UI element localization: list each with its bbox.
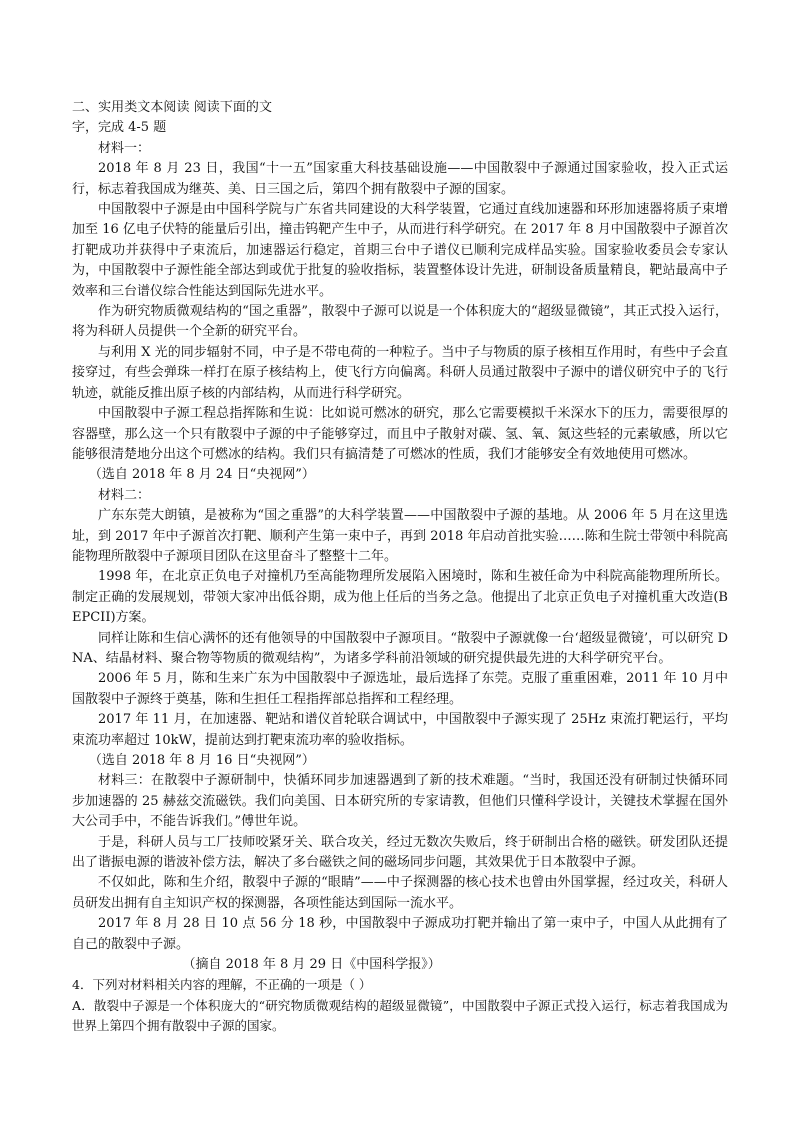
- material3-paragraph-4: 2017 年 8 月 28 日 10 点 56 分 18 秒，中国散裂中子源成功打靶并输出了第一束中子，中国人从此拥有了自己的散裂中子源。: [72, 916, 728, 952]
- question-4-stem: 4．下列对材料相关内容的理解，不正确的一项是（ ）: [72, 977, 372, 993]
- section-heading: 二、实用类文本阅读 阅读下面的文字，完成 4-5 题: [72, 100, 272, 136]
- material2-paragraph-4: 2006 年 5 月，陈和生来广东为中国散裂中子源选址，最后选择了东莞。克服了重重困难，2011 年 10 月中国散裂中子源终于奠基，陈和生担任工程指挥部总指挥和工程经理。: [72, 671, 728, 707]
- material2-paragraph-3: 同样让陈和生信心满怀的还有他领导的中国散裂中子源项目。“散裂中子源就像一台‘超级显微镜’，可以研究 DNA、结晶材料、聚合物等物质的微观结构”，为诸多学科前沿领域的研究提供最先进的大科学研究平台。: [72, 630, 728, 666]
- material3-paragraph-3: 不仅如此，陈和生介绍，散裂中子源的“眼睛”——中子探测器的核心技术也曾由外国掌握，经过攻关，科研人员研发出拥有自主知识产权的探测器，各项性能达到国际一流水平。: [72, 875, 728, 911]
- material1-paragraph-1: 2018 年 8 月 23 日，我国“十一五”国家重大科技基础设施——中国散裂中子源通过国家验收，投入正式运行，标志着我国成为继英、美、日三国之后，第四个拥有散裂中子源的国家。: [72, 161, 728, 197]
- material2-paragraph-5: 2017 年 11 月，在加速器、靶站和谱仪首轮联合调试中，中国散裂中子源实现了 25Hz 束流打靶运行，平均束流功率超过 10kW，提前达到打靶束流功率的验收指标。: [72, 712, 728, 748]
- material3-paragraph-2: 于是，科研人员与工厂技师咬紧牙关、联合攻关，经过无数次失败后，终于研制出合格的磁铁。研发团队还提出了谐振电源的谐波补偿方法，解决了多台磁铁之间的磁场同步问题，其效果优于日本散裂中子源。: [72, 834, 728, 871]
- material1-paragraph-5: 中国散裂中子源工程总指挥陈和生说：比如说可燃冰的研究，那么它需要模拟千米深水下的压力，需要很厚的容器壁，那么这一个只有散裂中子源的中子能够穿过，而且中子散射对碳、氢、氧、氮这些轻的元素敏感，所以它能够很清楚地分出这个可燃冰的结构。我们只有搞清楚了可燃冰的性质，我们才能够安全有效地使用可燃冰。: [72, 406, 728, 462]
- material1-label: 材料一：: [98, 140, 151, 156]
- document-page: [72, 98, 728, 1037]
- material3-source: （摘自 2018 年 8 月 29 日《中国科学报》）: [182, 957, 441, 973]
- material2-paragraph-2: 1998 年，在北京正负电子对撞机乃至高能物理所发展陷入困境时，陈和生被任命为中科院高能物理所所长。制定正确的发展规划，带领大家冲出低谷期，成为他上任后的当务之急。他提出了北京正负电子对撞机重大改造(BEPCII)方案。: [72, 569, 728, 626]
- material2-source: （选自 2018 年 8 月 16 日“央视网”）: [88, 753, 315, 768]
- material2-label: 材料二：: [98, 487, 151, 503]
- material3-paragraph-1: 材料三：在散裂中子源研制中，快循环同步加速器遇到了新的技术难题。“当时，我国还没有研制过快循环同步加速器的 25 赫兹交流磁铁。我们向美国、日本研究所的专家请教，但他们只懂科学设计，关键技术掌握在国外大公司手中，不能告诉我们。”傅世年说。: [72, 773, 728, 830]
- material2-paragraph-1: 广东东莞大朗镇，是被称为“国之重器”的大科学装置——中国散裂中子源的基地。从 2006 年 5 月在这里选址，到 2017 年中子源首次打靶、顺利产生第一束中子，再到 2018 年启动首批实验……陈和生院士带领中科院高能物理所散裂中子源项目团队在这里奋斗了整整十二年。: [72, 508, 728, 564]
- material1-paragraph-3: 作为研究物质微观结构的“国之重器”，散裂中子源可以说是一个体积庞大的“超级显微镜”，其正式投入运行，将为科研人员提供一个全新的研究平台。: [72, 304, 728, 340]
- question-4-option-a: A．散裂中子源是一个体积庞大的“研究物质微观结构的超级显微镜”，中国散裂中子源正式投入运行，标志着我国成为世界上第四个拥有散裂中子源的国家。: [72, 997, 728, 1034]
- material1-source: （选自 2018 年 8 月 24 日“央视网”）: [88, 467, 315, 483]
- material1-paragraph-4: 与利用 X 光的同步辐射不同，中子是不带电荷的一种粒子。当中子与物质的原子核相互作用时，有些中子会直接穿过，有些会弹珠一样打在原子核结构上，使飞行方向偏离。科研人员通过散裂中子源中的谱仪研究中子的飞行轨迹，就能反推出原子核的内部结构，从而进行科学研究。: [72, 344, 728, 401]
- material1-paragraph-2: 中国散裂中子源是由中国科学院与广东省共同建设的大科学装置，它通过直线加速器和环形加速器将质子束增加至 16 亿电子伏特的能量后引出，撞击钨靶产生中子，从而进行科学研究。在 2017 年 8 月中国散裂中子源首次打靶成功并获得中子束流后，加速器运行稳定，首期三台中子谱仪已顺利完成样品实验。国家验收委员会专家认为，中国散裂中子源性能全部达到或优于批复的验收指标，装置整体设计先进，研制设备质量精良，靶站最高中子效率和三台谱仪综合性能达到国际先进水平。: [72, 202, 728, 299]
